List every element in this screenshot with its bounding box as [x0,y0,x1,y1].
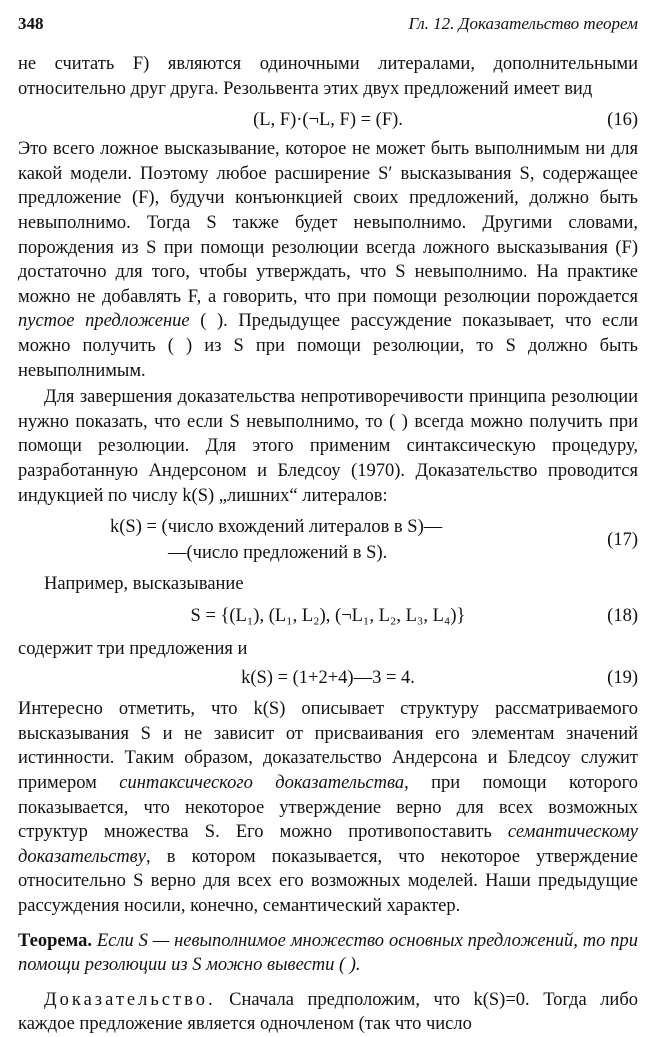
equation-19-number: (19) [607,668,638,689]
equation-16 [18,107,638,133]
page-number: 348 [18,14,44,33]
paragraph-6-emphasis-1: синтаксического доказательства [119,773,405,794]
proof-text: Сначала предположим, что k(S)=0. Тогда либо каждое предложение является одночленом (так что число [18,989,638,1035]
equation-19-formula: k(S) = (1+2+4)—3 = 4. [241,668,415,689]
paragraph-1: не считать F) являются одиночными литералами, дополнительными относительно друг друга. Резольвента этих двух предложений имеет вид [18,54,638,99]
paragraph-2-text-b: ( ). Предыдущее рассуждение показывает, что если можно получить ( ) из S при помощи резолюции, то S должно быть невыполнимым. [18,311,639,381]
page [18,14,638,1037]
equation-18 [18,603,638,629]
proof-paragraph [18,988,638,1037]
paragraph-2 [18,137,638,383]
equation-18-formula: S = {(L₁), (L₁, L₂), (¬L₁, L₂, L₃, L₄)} [190,605,466,626]
paragraph-6-text-a: Интересно отметить, что k(S) описывает структуру рассматриваемого высказывания S и не зависит от присваивания его элементам значений истинности. Таким образом, доказательство Андерсона и Бледсоу служит примером [18,699,638,794]
equation-16-number: (16) [607,110,638,131]
paragraph-6-emphasis-2: семантическому доказательству [18,822,638,867]
running-header [18,14,638,34]
equation-17-line-1: k(S) = (число вхождений литералов в S)— [110,517,443,538]
theorem [18,929,638,978]
paragraph-2-emphasis: пустое предложение [18,311,190,332]
paragraph-3: Для завершения доказательства непротиворечивости принципа резолюции нужно показать, что если S невыполнимо, то ( ) всегда можно получить при помощи резолюции. Для этого применим синтаксическую процедуру, разработанную Андерсоном и Бледсоу (1970). Доказательство проводится индукцией по числу k(S) „лишних“ литералов: [18,387,638,506]
equation-19 [18,665,638,691]
paragraph-4: Например, высказывание [44,574,244,595]
theorem-body: Если S — невыполнимое множество основных предложений, то при помощи резолюции из S можно вывести ( ). [18,930,638,976]
theorem-label: Теорема. [18,930,92,951]
paragraph-2-text-a: Это всего ложное высказывание, которое не может быть выполнимым ни для какой модели. Поэтому любое расширение S′ высказывания S, содержащее предложение (F), будучи конъюнкцией своих предложений, должно быть невыполнимо. Тогда S также будет невыполнимо. Другими словами, порождения из S при помощи резолюции всегда ложного высказывания (F) достаточно для того, чтобы утверждать, что S невыполнимо. На практике можно не добавлять F, а говорить, что при помощи резолюции порождается [18,139,638,307]
paragraph-6 [18,697,638,918]
chapter-title: Гл. 12. Доказательство теорем [408,14,638,33]
equation-16-formula: (L, F)·(¬L, F) = (F). [253,110,403,131]
equation-17 [18,514,638,566]
equation-18-number: (18) [607,605,638,626]
equation-17-number: (17) [607,530,638,551]
equation-17-line-2: —(число предложений в S). [168,543,388,564]
proof-label: Доказательство. [44,989,216,1010]
paragraph-6-text-b: , при помощи которого показывается, что некоторое утверждение верно для всех возможных структур множества S. Его можно противопоставить [18,773,638,843]
paragraph-6-text-c: , в котором показывается, что некоторое утверждение относительно S верно для всех его возможных моделей. Наши предыдущие рассуждения носили, конечно, семантический характер. [18,846,638,917]
paragraph-5: содержит три предложения и [18,638,248,659]
